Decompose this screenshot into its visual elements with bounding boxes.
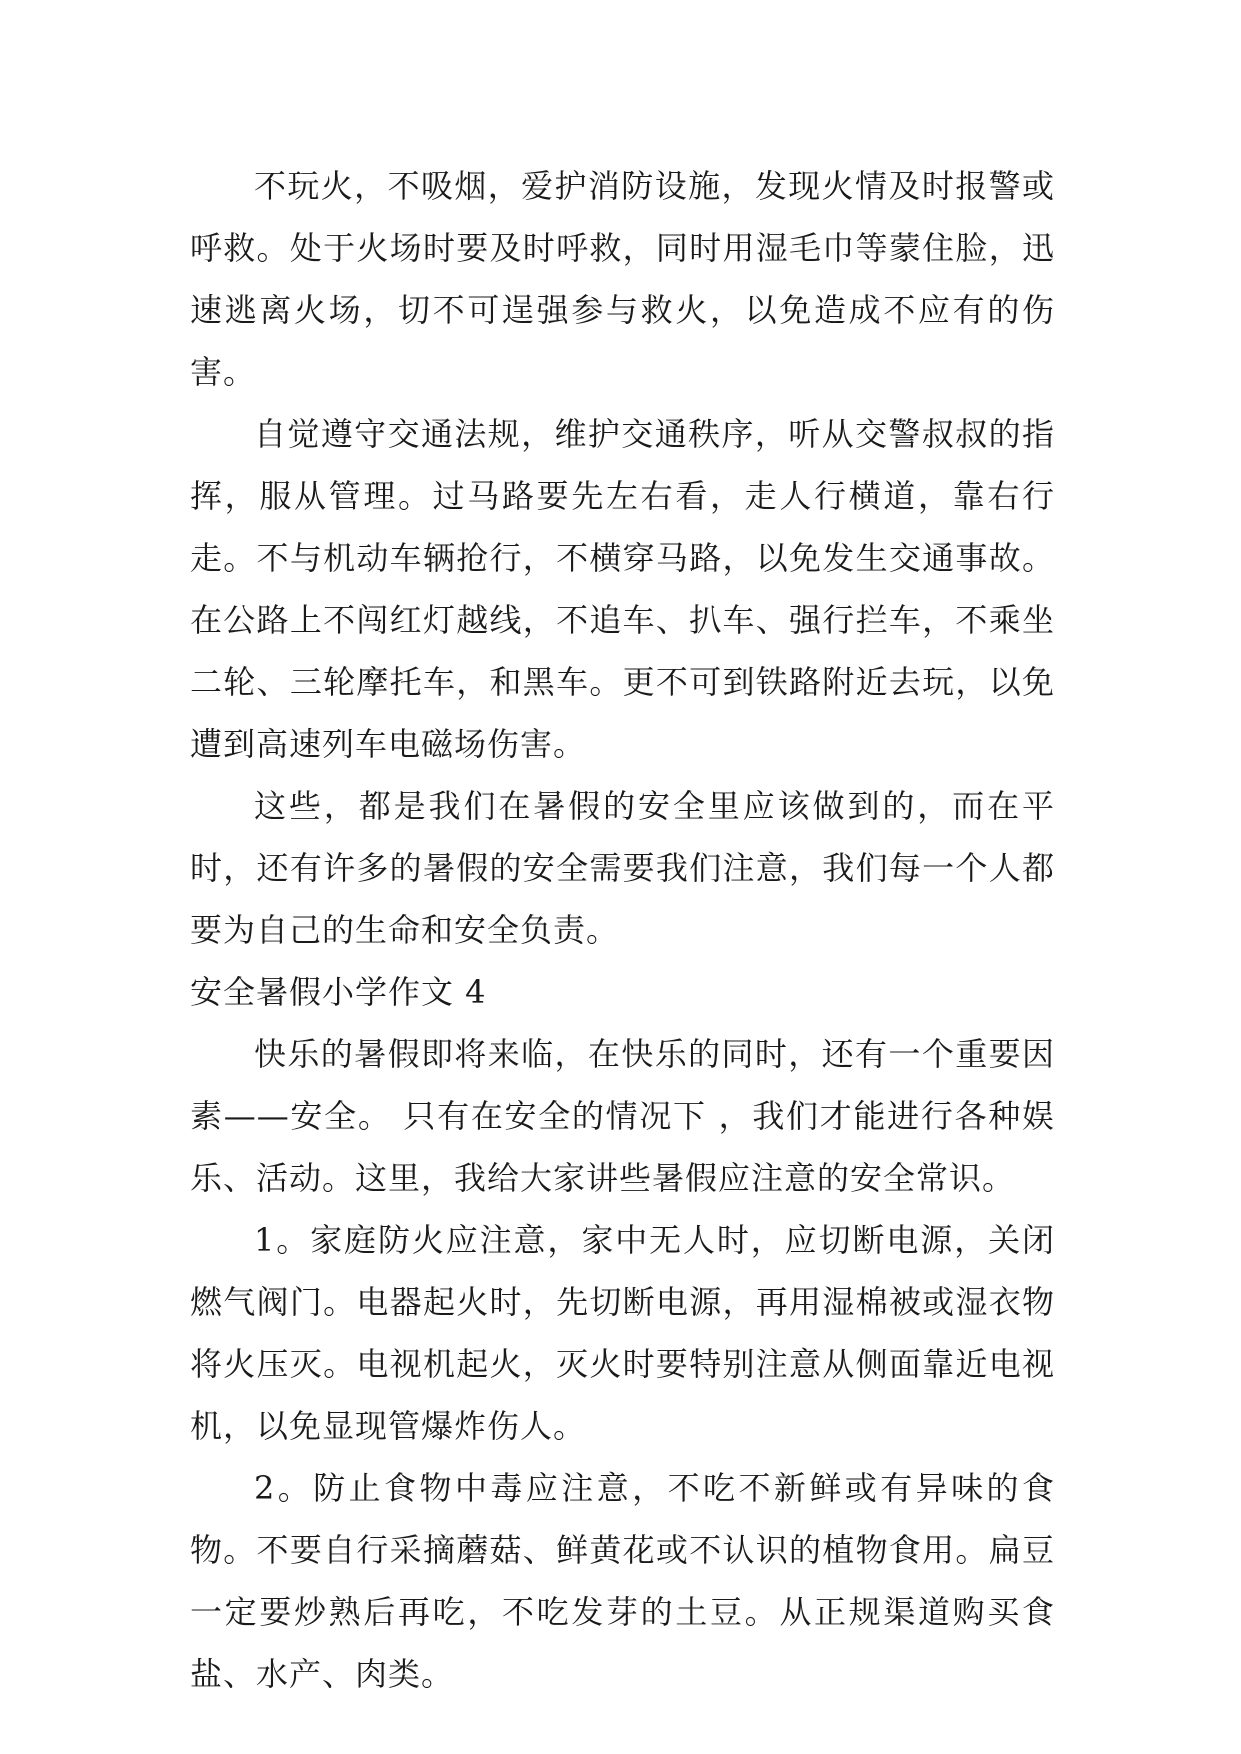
document-page xyxy=(190,155,1055,1705)
paragraph-summary: 这些，都是我们在暑假的安全里应该做到的，而在平时，还有许多的暑假的安全需要我们注意，我们每一个人都要为自己的生命和安全负责。 xyxy=(190,787,1055,949)
section-title: 安全暑假小学作文 4 xyxy=(190,973,487,1011)
paragraph-traffic-safety: 自觉遵守交通法规，维护交通秩序，听从交警叔叔的指挥，服从管理。过马路要先左右看，走人行横道，靠右行走。不与机动车辆抢行，不横穿马路，以免发生交通事故。在公路上不闯红灯越线，不追车、扒车、强行拦车，不乘坐二轮、三轮摩托车，和黑车。更不可到铁路附近去玩，以免遭到高速列车电磁场伤害。 xyxy=(190,415,1055,763)
paragraph-home-fire: 1。家庭防火应注意，家中无人时，应切断电源，关闭燃气阀门。电器起火时，先切断电源，再用湿棉被或湿衣物将火压灭。电视机起火，灭火时要特别注意从侧面靠近电视机，以免显现管爆炸伤人。 xyxy=(190,1221,1055,1445)
paragraph-fire-safety: 不玩火，不吸烟，爱护消防设施，发现火情及时报警或呼救。处于火场时要及时呼救，同时用湿毛巾等蒙住脸，迅速逃离火场，切不可逞强参与救火，以免造成不应有的伤害。 xyxy=(190,167,1055,391)
paragraph-intro: 快乐的暑假即将来临，在快乐的同时，还有一个重要因素——安全。 只有在安全的情况下 ，我们才能进行各种娱乐、活动。这里，我给大家讲些暑假应注意的安全常识。 xyxy=(190,1035,1055,1197)
paragraph-food-poisoning: 2。防止食物中毒应注意，不吃不新鲜或有异味的食物。不要自行采摘蘑菇、鲜黄花或不认识的植物食用。扁豆一定要炒熟后再吃，不吃发芽的土豆。从正规渠道购买食盐、水产、肉类。 xyxy=(190,1469,1055,1693)
